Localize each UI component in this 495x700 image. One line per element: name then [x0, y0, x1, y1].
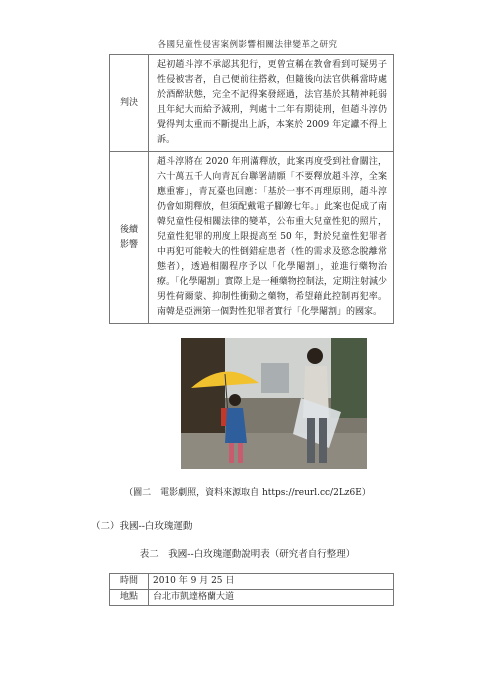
row-value-time: 2010 年 9 月 25 日 [149, 574, 394, 590]
row-label-impact [110, 152, 149, 324]
table-title: 表二 我國--白玫瑰運動說明表（研究者自行整理） [139, 549, 356, 560]
adult-head [307, 348, 323, 364]
label-line: 影響 [119, 239, 138, 250]
right-trees [331, 338, 367, 418]
table-row [110, 152, 394, 324]
adult-leg-left [307, 418, 315, 463]
movie-still-illustration [181, 338, 367, 469]
label-line: 後續 [119, 224, 138, 235]
child-leg-left [229, 443, 234, 463]
row-key-time: 時間 [110, 574, 149, 590]
row-key-place: 地點 [110, 590, 149, 606]
page-header: 各國兒童性侵害案例影響相關法律變革之研究 [157, 40, 338, 50]
adult-leg-right [319, 418, 327, 463]
building-window [261, 363, 289, 393]
figure-caption: （圖二 電影劇照，資料來源取自 https://reurl.cc/2Lz6E） [124, 488, 371, 498]
table-row [110, 590, 394, 606]
row-content-impact: 趙斗淳將在 2020 年刑滿釋放，此案再度受到社會關注，六十萬五千人向青瓦台聯署請願「不要釋放趙斗淳，全案應重審」，青瓦臺也回應：「基於一事不再理原則，趙斗淳仍會如期釋放，但須配戴電子腳鐐七年。」此案也促成了南韓兒童性侵相關法律的變革，公布重大兒童性犯的照片，兒童性犯罪的刑度上限提高至 50 年，對於兒童性犯罪者中再犯可能較大的性倒錯症患者（性的需求及慾念脫離常態者），透過相關程序予以「化學閹割」，並進行藥物治療。「化學閹割」實際上是一種藥物控制法，定期注射減少男性荷爾蒙、抑制性衝動之藥物，希望藉此控制再犯率。南韓是亞洲第一個對性犯罪者實行「化學閹割」的國家。 [149, 152, 394, 324]
row-label-verdict: 判決 [110, 55, 149, 152]
table-row [110, 55, 394, 152]
case-table [109, 54, 394, 324]
child-head [229, 394, 241, 406]
row-value-place: 台北市凱達格蘭大道 [149, 590, 394, 606]
section-heading: （二）我國--白玫瑰運動 [91, 521, 193, 532]
movie-still-photo [181, 338, 367, 469]
child-leg-right [238, 443, 243, 463]
white-rose-table [109, 573, 394, 606]
wet-ground [181, 433, 367, 469]
row-content-verdict: 起初趙斗淳不承認其犯行，更曾宣稱在教會看到可疑男子性侵被害者，自己便前往搭救，但隨後向法官供稱當時處於酒醉狀態，完全不記得案發經過，法官基於其精神耗弱且年紀大而給予減刑，判處十二年有期徒刑，但趙斗淳仍覺得判太重而不斷提出上訴，本案於 2009 年定讞不得上訴。 [149, 55, 394, 152]
table-row [110, 574, 394, 590]
